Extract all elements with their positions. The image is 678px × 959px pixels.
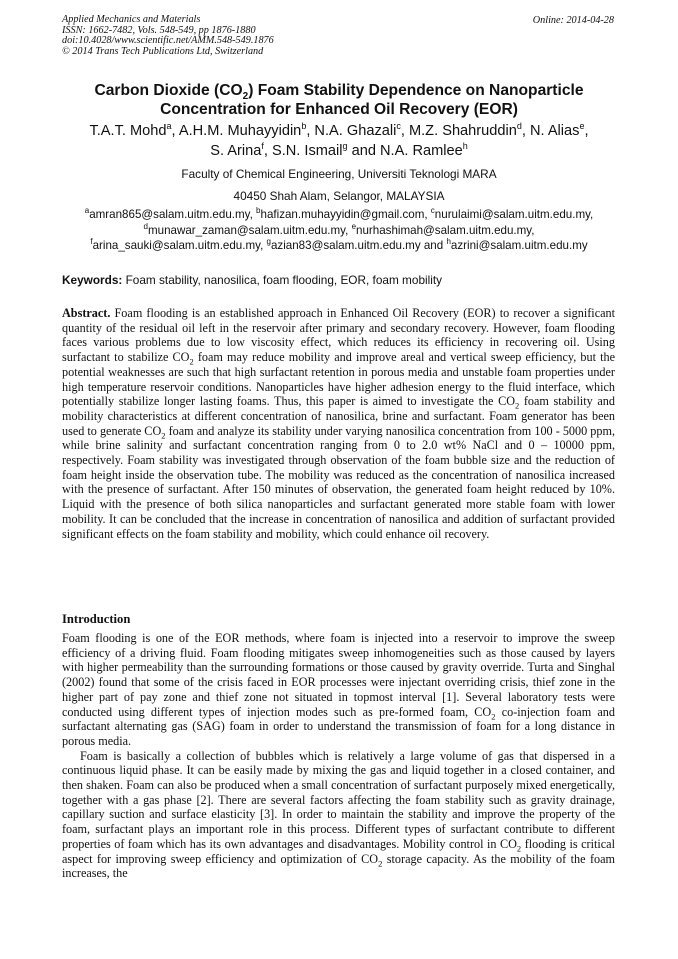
author-name: , A.H.M. Muhayyidin <box>171 123 302 139</box>
email: munawar_zaman@salam.uitm.edu.my, <box>147 223 352 237</box>
email: nurulaimi@salam.uitm.edu.my, <box>434 208 594 221</box>
paragraph-text: co-injection foam and surfactant alternating gas (SAG) foam in order to understand the transmission of foam for a long distance in porous media. <box>62 704 615 748</box>
author-sup: a <box>166 121 172 132</box>
author-sup: d <box>516 121 522 132</box>
email-sup: h <box>446 237 451 247</box>
author-sup: f <box>261 140 264 151</box>
paragraph-text: Foam flooding is one of the EOR methods, where foam is injected into a reservoir to improve the sweep efficiency of a driving fluid. Foam flooding mitigates sweep inhomogeneities such as those caused by layers with higher permeability than the surrounding formations or those caused by gravity override. Turta and Singhal (2002) found that some of the crisis faced in EOR processes were injectant overriding crisis, thief zone in the higher part of pay zone and thief zone not situated in topmost interval [1]. Several laboratory tests were conducted using different types of injection modes such as pre-formed foam, CO <box>62 631 615 719</box>
email: hafizan.muhayyidin@gmail.com, <box>260 208 431 221</box>
author-emails <box>62 207 616 254</box>
email: azian83@salam.uitm.edu.my and <box>270 239 447 252</box>
email-sup: f <box>90 237 93 247</box>
email: azrini@salam.uitm.edu.my <box>450 239 588 252</box>
author-name: , N. Alias <box>521 123 580 139</box>
email-sup: g <box>266 237 271 247</box>
author-name: S. Arina <box>210 142 262 159</box>
abstract-subscript: 2 <box>189 356 194 367</box>
email-sup: d <box>143 221 148 231</box>
author-name: , N.A. Ghazali <box>306 123 397 139</box>
author-separator: , <box>584 123 589 139</box>
paragraph <box>62 749 615 881</box>
copyright-line: © 2014 Trans Tech Publications Ltd, Switzerland <box>62 45 264 57</box>
email-sup: e <box>351 221 357 231</box>
keywords-text: Foam stability, nanosilica, foam flooding, EOR, foam mobility <box>122 273 443 287</box>
paragraph <box>62 631 615 749</box>
author-name: , S.N. Ismail <box>263 142 343 159</box>
abstract <box>62 306 615 541</box>
title-part1: Carbon Dioxide (CO <box>94 82 243 99</box>
doi-line: doi:10.4028/www.scientific.net/AMM.548-549.1876 <box>62 35 274 47</box>
author-name: , M.Z. Shahruddin <box>400 123 517 139</box>
introduction-body <box>62 631 615 881</box>
journal-header <box>62 15 274 57</box>
author-sup: b <box>301 121 307 132</box>
author-name: and N.A. Ramlee <box>347 142 463 159</box>
abstract-text: foam stability and mobility characteristics at different concentration of nanosilica, brine and surfactant. Foam generator has been used to generate CO <box>62 394 615 438</box>
author-sup: e <box>579 121 585 132</box>
paragraph-subscript: 2 <box>491 710 496 721</box>
abstract-text: foam may reduce mobility and improve areal and vertical sweep efficiency, but the potential weaknesses are such that high surfactant retention in porous media and unstable foam properties under high temperature reservoir conditions. Nanoparticles have higher adhesion energy to the fluid interface, which potentially stabilize longer lasting foams. Thus, this paper is aimed to investigate the CO <box>62 350 615 409</box>
title-line2: Concentration for Enhanced Oil Recovery (EOR) <box>160 101 518 118</box>
paper-title <box>62 81 616 119</box>
paragraph-text: Foam is basically a collection of bubbles which is relatively a large volume of gas that dispersed in a continuous liquid phase. It can be easily made by mixing the gas and liquid together in a closed container, and then shaken. Foam can also be produced when a small concentration of surfactant purposely mixed energetically, together with a gas phase [2]. There are several factors affecting the foam stability such as gravity drainage, capillary suction and surface elasticity [3]. In order to maintain the stability and improve the property of the foam, surfactant plays an important role in this process. Different types of surfactant contribute to different properties of foam which has its own advantages and disadvantages. Mobility control in CO <box>62 748 615 851</box>
paragraph-subscript: 2 <box>378 857 383 868</box>
paragraph-text: flooding is critical aspect for improving sweep efficiency and optimization of CO <box>62 836 615 866</box>
abstract-subscript: 2 <box>515 400 520 411</box>
section-heading-introduction: Introduction <box>62 612 131 626</box>
title-subscript: 2 <box>242 91 249 103</box>
online-date: Online: 2014-04-28 <box>532 15 614 26</box>
email-sup: a <box>84 206 90 216</box>
journal-name: Applied Mechanics and Materials <box>62 14 201 25</box>
author-name: T.A.T. Mohd <box>89 123 167 139</box>
email: nurhashimah@salam.uitm.edu.my, <box>356 223 535 237</box>
keywords <box>62 273 616 287</box>
author-sup: h <box>462 140 468 151</box>
keywords-label: Keywords: <box>62 273 123 287</box>
author-sup: c <box>396 121 401 132</box>
paragraph-subscript: 2 <box>516 843 522 854</box>
affiliation-line1: Faculty of Chemical Engineering, Universiti Teknologi MARA <box>181 167 497 181</box>
author-sup: g <box>342 140 348 151</box>
email-sup: b <box>256 206 261 216</box>
email: amran865@salam.uitm.edu.my, <box>89 208 257 221</box>
abstract-text: foam and analyze its stability under varying nanosilica concentration from 100 - 5000 ppm, while brine salinity and surfactant concentration ranging from 0 to 2.0 wt% NaCl and 0 – 10000 ppm, respectively. Foam stability was investigated through observation of the foam bubble size and the reduction of foam height inside the observation tube. The mobility was reduced as the concentration of nanosilica increased with the presence of surfactant. After 150 minutes of observation, the generated foam height reduced by 10%. Liquid with the presence of both silica nanoparticles and surfactant generated more stable foam with lower mobility. It can be concluded that the increase in concentration of nanosilica and addition of surfactant provided significant effects on the foam stability and mobility, which could enhance oil recovery. <box>62 423 615 541</box>
abstract-label: Abstract. <box>62 306 111 320</box>
abstract-text: Foam flooding is an established approach in Enhanced Oil Recovery (EOR) to recover a significant quantity of the residual oil left in the reservoir after primary and secondary recovery. However, foam flooding faces various problems due to low viscosity effect, which reduces its efficiency in recovering oil. Using surfactant to stabilize CO <box>62 306 615 365</box>
email: arina_sauki@salam.uitm.edu.my, <box>92 239 267 252</box>
abstract-subscript: 2 <box>161 430 166 441</box>
email-sup: c <box>430 206 435 216</box>
paragraph-text: storage capacity. As the mobility of the foam increases, the <box>62 851 615 881</box>
affiliation-line2: 40450 Shah Alam, Selangor, MALAYSIA <box>233 189 445 203</box>
author-list <box>62 122 616 161</box>
title-part2: ) Foam Stability Dependence on Nanoparticle <box>248 82 584 99</box>
issn-line: ISSN: 1662-7482, Vols. 548-549, pp 1876-1880 <box>62 24 256 36</box>
